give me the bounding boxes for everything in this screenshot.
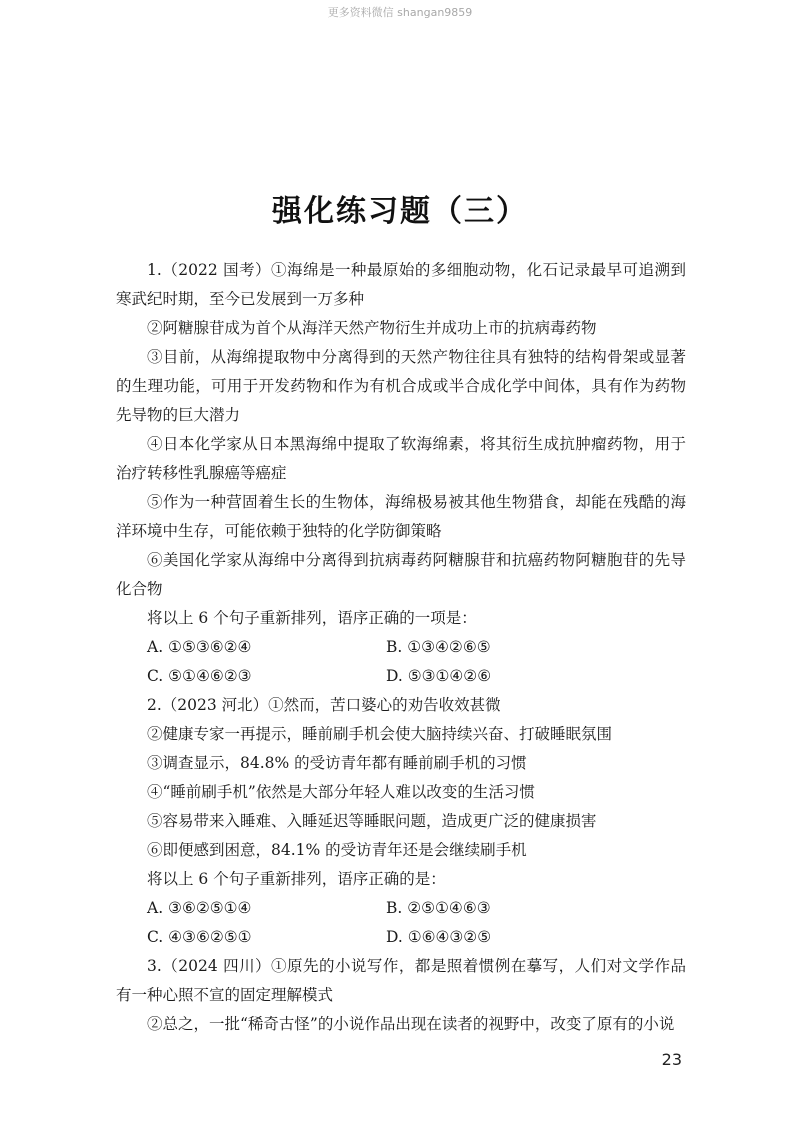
q3-sentence-1: 3.（2024 四川）①原先的小说写作，都是照着惯例在摹写，人们对文学作品有一种心照不宣的固定理解模式 — [116, 957, 686, 1004]
q1-option-a: A. ①⑤③⑥②④ — [147, 638, 252, 656]
q2-sentence-2: ②健康专家一再提示，睡前刷手机会使大脑持续兴奋、打破睡眠氛围 — [147, 725, 613, 743]
q1-option-b: B. ①③④②⑥⑤ — [386, 638, 491, 656]
watermark: 更多资料微信 shangan9859 — [327, 6, 473, 19]
q2-sentence-5: ⑤容易带来入睡难、入睡延迟等睡眠问题，造成更广泛的健康损害 — [147, 812, 597, 830]
q2-options-row-2 — [116, 923, 686, 952]
q1-sentence-2: ②阿糖腺苷成为首个从海洋天然产物衍生并成功上市的抗病毒药物 — [147, 319, 597, 337]
q2-prompt: 将以上 6 个句子重新排列，语序正确的是： — [147, 870, 446, 888]
q1-options-row-2 — [116, 662, 686, 691]
q2-sentence-1: 2.（2023 河北）①然而，苦口婆心的劝告收效甚微 — [147, 696, 501, 714]
q2-option-d: D. ①⑥④③②⑤ — [386, 928, 492, 946]
q2-option-c: C. ④③⑥②⑤① — [147, 928, 252, 946]
q1-option-c: C. ⑤①④⑥②③ — [147, 667, 252, 685]
q1-sentence-3: ③目前，从海绵提取物中分离得到的天然产物往往具有独特的结构骨架或显著的生理功能，可用于开发药物和作为有机合成或半合成化学中间体，具有作为药物先导物的巨大潜力 — [116, 348, 686, 424]
q1-sentence-1: 1.（2022 国考）①海绵是一种最原始的多细胞动物，化石记录最早可追溯到寒武纪时期，至今已发展到一万多种 — [116, 261, 686, 308]
q1-options-row-1 — [116, 633, 686, 662]
page-title: 强化练习题（三） — [272, 194, 528, 229]
question-3 — [116, 952, 686, 1039]
q2-sentence-6: ⑥即便感到困意，84.1% 的受访青年还是会继续刷手机 — [147, 841, 527, 859]
question-1 — [116, 256, 686, 691]
q1-sentence-4: ④日本化学家从日本黑海绵中提取了软海绵素，将其衍生成抗肿瘤药物，用于治疗转移性乳腺癌等癌症 — [116, 435, 686, 482]
question-2 — [116, 691, 686, 952]
q2-options-row-1 — [116, 894, 686, 923]
q2-sentence-3: ③调查显示，84.8% 的受访青年都有睡前刷手机的习惯 — [147, 754, 527, 772]
q3-sentence-2: ②总之，一批“稀奇古怪”的小说作品出现在读者的视野中，改变了原有的小说 — [147, 1015, 675, 1033]
q2-option-b: B. ②⑤①④⑥③ — [386, 899, 491, 917]
q1-option-d: D. ⑤③①④②⑥ — [386, 667, 492, 685]
page-content — [116, 256, 686, 1039]
page-number: 23 — [661, 1050, 682, 1069]
q1-sentence-5: ⑤作为一种营固着生长的生物体，海绵极易被其他生物猎食，却能在残酷的海洋环境中生存，可能依赖于独特的化学防御策略 — [116, 493, 686, 540]
q1-sentence-6: ⑥美国化学家从海绵中分离得到抗病毒药阿糖腺苷和抗癌药物阿糖胞苷的先导化合物 — [116, 551, 686, 598]
q2-sentence-4: ④“睡前刷手机”依然是大部分年轻人难以改变的生活习惯 — [147, 783, 535, 801]
q2-option-a: A. ③⑥②⑤①④ — [147, 899, 252, 917]
q1-prompt: 将以上 6 个句子重新排列，语序正确的一项是： — [147, 609, 477, 627]
